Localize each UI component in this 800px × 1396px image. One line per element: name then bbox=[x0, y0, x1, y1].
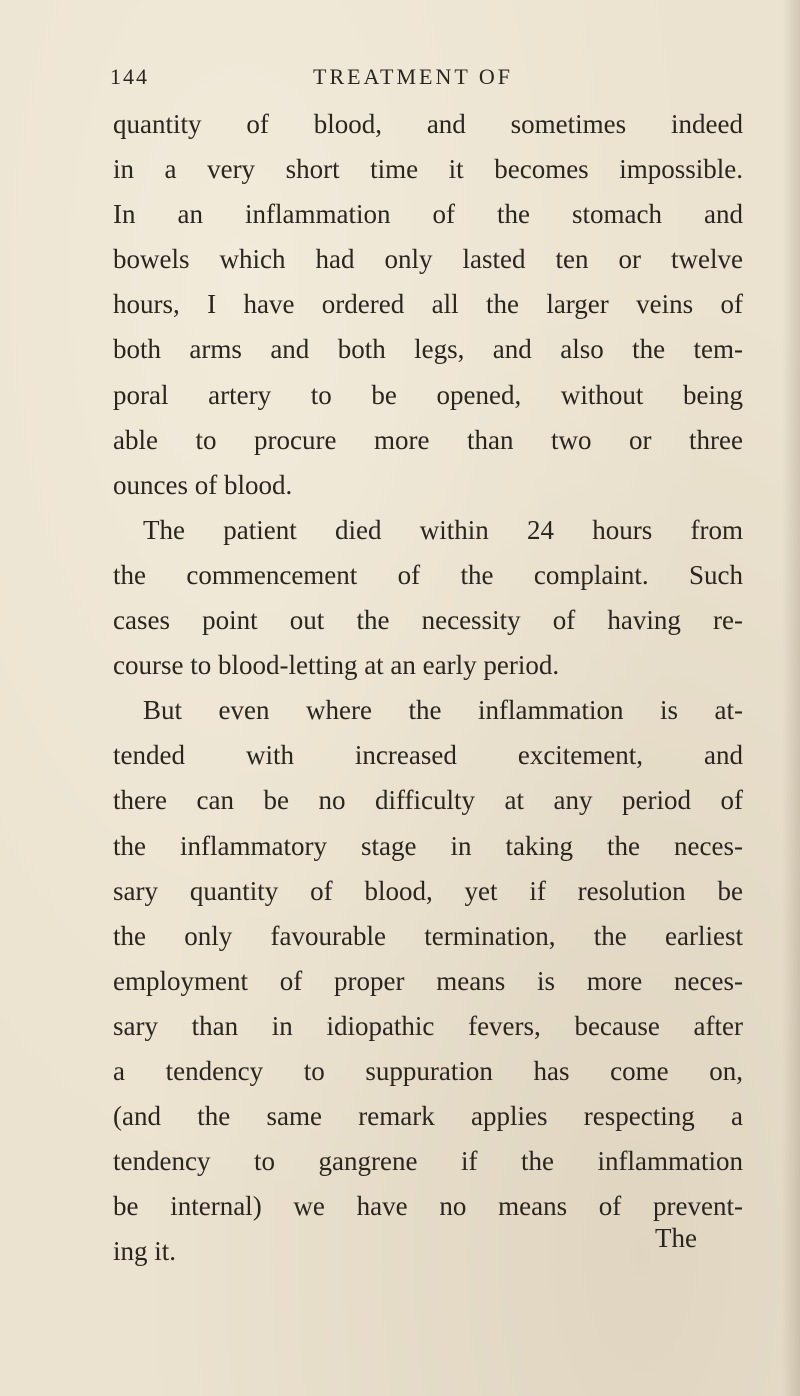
text-line: poral artery to be opened, without being bbox=[113, 379, 743, 410]
text-line: able to procure more than two or three bbox=[113, 424, 743, 455]
text-line: the only favourable termination, the earliest bbox=[113, 920, 743, 951]
text-line: bowels which had only lasted ten or twelve bbox=[113, 244, 743, 275]
text-line: in a very short time it becomes impossible. bbox=[113, 154, 743, 185]
text-line: sary than in idiopathic fevers, because after bbox=[113, 1010, 743, 1041]
running-head bbox=[110, 64, 750, 96]
text-line: In an inflammation of the stomach and bbox=[113, 199, 743, 230]
catchword: The bbox=[655, 1223, 697, 1253]
text-line: course to blood-letting at an early period. bbox=[113, 650, 560, 681]
text-line: The patient died within 24 hours from bbox=[143, 514, 743, 545]
text-line: tendency to gangrene if the inflammation bbox=[113, 1146, 743, 1177]
text-line: ing it. bbox=[113, 1236, 177, 1267]
body-text bbox=[113, 102, 743, 1274]
text-line: the inflammatory stage in taking the neces- bbox=[113, 830, 743, 861]
page-edge-shadow bbox=[782, 0, 800, 1396]
page-number: 144 bbox=[110, 64, 149, 89]
text-line: employment of proper means is more neces- bbox=[113, 965, 743, 996]
text-line: sary quantity of blood, yet if resolution be bbox=[113, 875, 743, 906]
text-line: quantity of blood, and sometimes indeed bbox=[113, 109, 743, 139]
running-title: TREATMENT OF bbox=[313, 64, 513, 89]
text-line: ounces of blood. bbox=[113, 469, 293, 500]
text-line: tended with increased excitement, and bbox=[113, 740, 743, 771]
text-line: (and the same remark applies respecting a bbox=[113, 1101, 743, 1132]
text-line: cases point out the necessity of having re- bbox=[113, 605, 743, 636]
text-line: hours, I have ordered all the larger veins of bbox=[113, 289, 743, 320]
text-line: be internal) we have no means of prevent- bbox=[113, 1191, 743, 1222]
text-line: the commencement of the complaint. Such bbox=[113, 559, 743, 590]
text-line: both arms and both legs, and also the tem- bbox=[113, 334, 743, 365]
text-line: But even where the inflammation is at- bbox=[143, 695, 743, 726]
text-line: a tendency to suppuration has come on, bbox=[113, 1055, 743, 1086]
text-line: there can be no difficulty at any period of bbox=[113, 785, 743, 816]
